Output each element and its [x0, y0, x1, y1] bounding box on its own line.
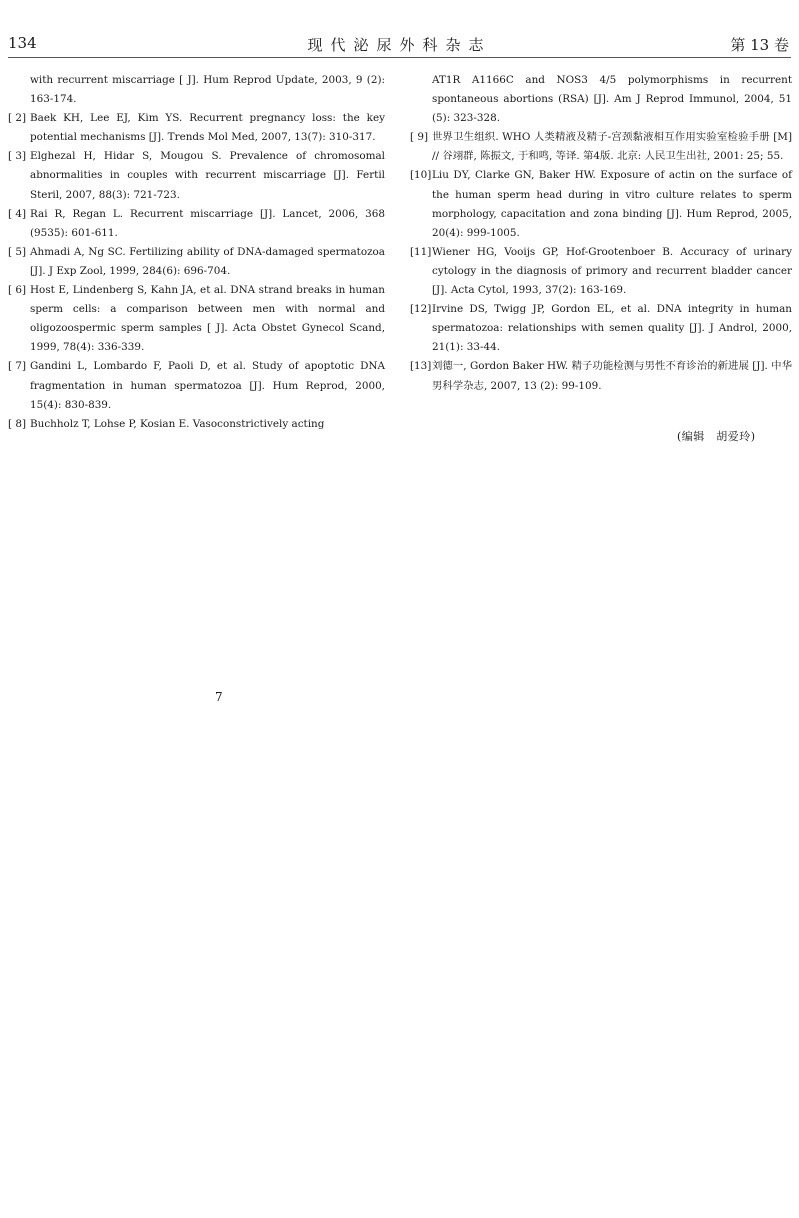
reference-text: AT1R A1166C and NOS3 4/5 polymorphisms in recurrent spontaneous abortions (RSA) [J]. Am J Reprod Immunol, 2004, 51 (5): 323-328. [432, 74, 792, 125]
reference-text: Wiener HG, Vooijs GP, Hof-Grootenboer B. Accuracy of urinary cytology in the diagnosis of primory and recurrent bladder cancer [J]. Acta Cytol, 1993, 37(2): 163-169. [432, 245, 792, 297]
reference-text: Buchholz T, Lohse P, Kosian E. Vasoconstrictively acting [30, 417, 325, 430]
header-rule [8, 57, 791, 58]
reference-item [410, 243, 792, 300]
reference-text: 刘德一, Gordon Baker HW. 精子功能检测与男性不育诊治的新进展 [J]. 中华男科学杂志, 2007, 13 (2): 99-109. [432, 360, 792, 392]
reference-item [410, 357, 792, 395]
volume-label: 第 13 卷 [730, 36, 789, 54]
reference-item [410, 128, 792, 166]
reference-number: [ 8] [8, 417, 27, 430]
reference-item [410, 71, 792, 128]
reference-text: Elghezal H, Hidar S, Mougou S. Prevalence of chromosomal abnormalities in couples with recurrent miscarriage [J]. Fertil Steril, 2007, 88(3): 721-723. [30, 150, 385, 201]
reference-number: [ 7] [8, 360, 27, 373]
reference-number: [ 5] [8, 245, 27, 258]
page-mark: 7 [215, 690, 223, 704]
reference-item [410, 166, 792, 242]
page-header [0, 0, 799, 60]
references-left-column [8, 71, 385, 434]
reference-number: [13] [410, 360, 432, 373]
reference-number: [ 6] [8, 284, 27, 297]
reference-number: [ 4] [8, 207, 27, 220]
reference-text: Gandini L, Lombardo F, Paoli D, et al. Study of apoptotic DNA fragmentation in human spermatozoa [J]. Hum Reprod, 2000, 15(4): 830-839. [30, 360, 385, 411]
reference-text: Baek KH, Lee EJ, Kim YS. Recurrent pregnancy loss: the key potential mechanisms [J]. Trends Mol Med, 2007, 13(7): 310-317. [30, 112, 385, 144]
reference-number: [11] [410, 245, 432, 258]
reference-text: with recurrent miscarriage [ J]. Hum Reprod Update, 2003, 9 (2): 163-174. [30, 74, 385, 106]
reference-item [8, 147, 385, 204]
reference-text: Liu DY, Clarke GN, Baker HW. Exposure of actin on the surface of the human sperm head during in vitro culture relates to sperm morphology, capacitation and zona binding [J]. Hum Reprod, 2005, 20(4): 999-1005. [432, 169, 792, 239]
reference-number: [10] [410, 169, 432, 182]
reference-number: [12] [410, 303, 432, 316]
reference-text: Ahmadi A, Ng SC. Fertilizing ability of DNA-damaged spermatozoa [J]. J Exp Zool, 1999, 284(6): 696-704. [30, 245, 385, 277]
reference-item [8, 71, 385, 109]
journal-title: 现代泌尿外科杂志 [307, 36, 492, 54]
reference-item [8, 205, 385, 243]
reference-item [8, 281, 385, 357]
reference-item [8, 415, 385, 434]
reference-number: [ 3] [8, 150, 27, 163]
reference-number: [ 2] [8, 112, 27, 125]
reference-item [8, 243, 385, 281]
editor-note: (编辑 胡爱玲) [677, 430, 756, 443]
reference-item [410, 300, 792, 357]
reference-text: Host E, Lindenberg S, Kahn JA, et al. DNA strand breaks in human sperm cells: a comparison between men with normal and oligozoospermic sperm samples [ J]. Acta Obstet Gynecol Scand, 1999, 78(4): 336-339. [30, 284, 385, 354]
reference-item [8, 109, 385, 147]
page-number: 134 [8, 34, 37, 52]
references-right-column [410, 71, 792, 396]
reference-text: Irvine DS, Twigg JP, Gordon EL, et al. DNA integrity in human spermatozoa: relationships with semen quality [J]. J Androl, 2000, 21(1): 33-44. [432, 303, 792, 354]
reference-text: Rai R, Regan L. Recurrent miscarriage [J]. Lancet, 2006, 368 (9535): 601-611. [30, 207, 385, 239]
reference-number: [ 9] [410, 131, 429, 144]
reference-text: 世界卫生组织. WHO 人类精液及精子-宫颈黏液相互作用实验室检验手册 [M] // 谷翊群, 陈振文, 于和鸣, 等译. 第4版. 北京: 人民卫生出社, 2001: 25; 55. [432, 131, 792, 163]
reference-item [8, 357, 385, 414]
